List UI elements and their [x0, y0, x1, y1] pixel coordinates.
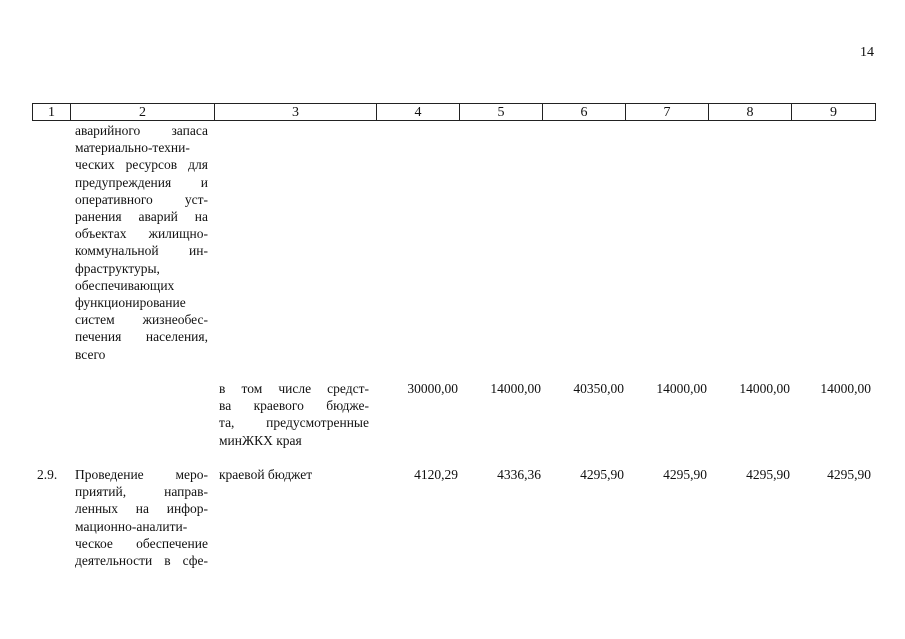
row-c-description: Проведение меро- приятий, направ- ленных на инфор- мационно-аналити- ческое обеспечение деятельности в сфе-	[75, 467, 208, 569]
row-b-value-col5: 14000,00	[490, 381, 541, 396]
header-col-4: 4	[377, 104, 460, 121]
row-b-value-col4: 30000,00	[407, 381, 458, 396]
header-col-2: 2	[71, 104, 215, 121]
row-c-value-col7: 4295,90	[663, 467, 707, 482]
header-col-3: 3	[215, 104, 377, 121]
header-row	[33, 104, 876, 121]
header-col-7: 7	[626, 104, 709, 121]
row-b-value-col8: 14000,00	[739, 381, 790, 396]
row-c-value-col5: 4336,36	[497, 467, 541, 482]
column-number-header	[32, 103, 876, 121]
header-col-5: 5	[460, 104, 543, 121]
row-c-value-col8: 4295,90	[746, 467, 790, 482]
header-col-9: 9	[792, 104, 876, 121]
page-number: 14	[860, 45, 874, 60]
row-b-source: в том числе средст- ва краевого бюдже- та, предусмотренные минЖКХ края	[219, 381, 369, 448]
row-c-value-col6: 4295,90	[580, 467, 624, 482]
row-c-source: краевой бюджет	[219, 467, 313, 482]
row-c-value-col9: 4295,90	[827, 467, 871, 482]
row-b-value-col9: 14000,00	[820, 381, 871, 396]
row-c-value-col4: 4120,29	[414, 467, 458, 482]
header-col-6: 6	[543, 104, 626, 121]
header-col-1: 1	[33, 104, 71, 121]
row-a-description: аварийного запаса материально-техни- ческих ресурсов для предупреждения и оперативного уст- ранения аварий на объектах жилищно- коммунальной ин- фраструктуры, обеспечивающих функционирование систем жизнеобес- печения населения, всего	[75, 123, 208, 362]
row-c-number: 2.9.	[37, 467, 58, 482]
row-b-value-col6: 40350,00	[573, 381, 624, 396]
header-col-8: 8	[709, 104, 792, 121]
row-b-value-col7: 14000,00	[656, 381, 707, 396]
